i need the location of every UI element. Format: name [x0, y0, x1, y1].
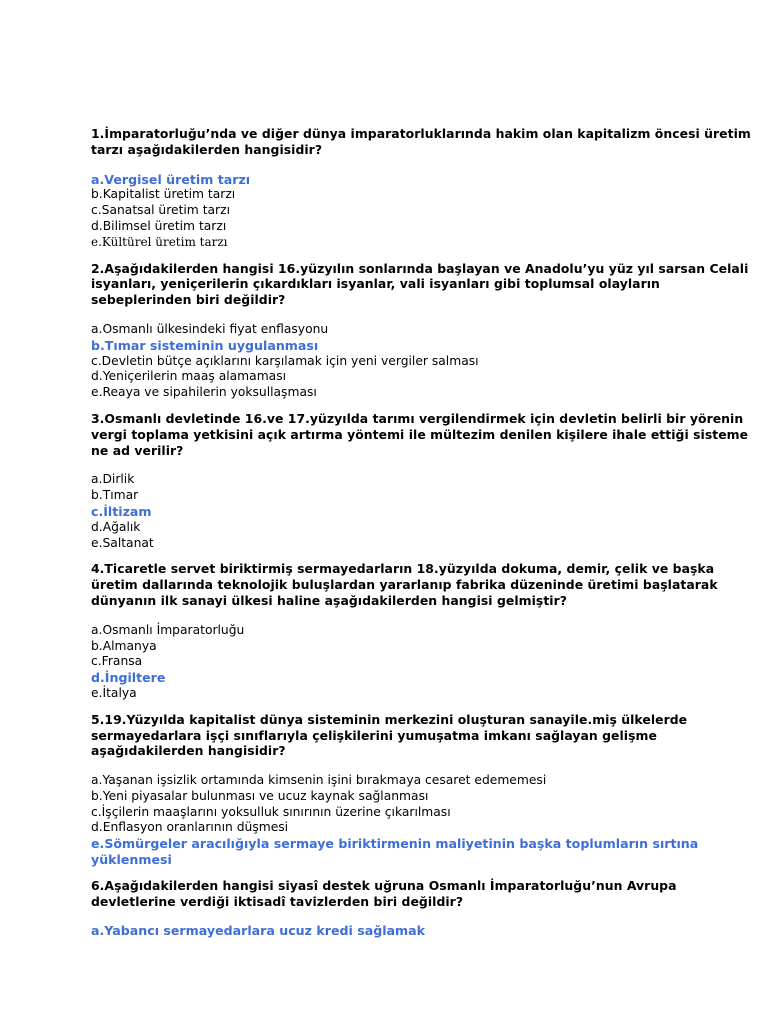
answer-option: d.Enflasyon oranlarının düşmesi — [91, 820, 289, 835]
answer-options — [91, 172, 751, 251]
document-page — [91, 126, 751, 939]
answer-option: b.Kapitalist üretim tarzı — [91, 187, 236, 202]
answer-option: b.Yeni piyasalar bulunması ve ucuz kaynak sağlanması — [91, 788, 429, 803]
answer-option: a.Yaşanan işsizlik ortamında kimsenin işini bırakmaya cesaret edememesi — [91, 773, 547, 788]
correct-answer: a.Yabancı sermayedarlara ucuz kredi sağlamak — [91, 923, 426, 939]
correct-answer: c.İltizam — [91, 503, 152, 519]
answer-option: a.Dirlik — [91, 472, 135, 487]
question-text: 3.Osmanlı devletinde 16.ve 17.yüzyılda tarımı vergilendirmek için devletin belirli bir yörenin vergi toplama yetkisini açık artırma yöntemi ile mültezim denilen kişilere ihale ettiği sisteme ne ad verilir? — [91, 410, 749, 458]
answer-option: e.İtalya — [91, 685, 137, 700]
question-text: 1.İmparatorluğu’nda ve diğer dünya imparatorluklarında hakim olan kapitalizm öncesi üretim tarzı aşağıdakilerden hangisidir? — [91, 126, 751, 157]
answer-option: a.Osmanlı ülkesindeki fiyat enflasyonu — [91, 321, 329, 336]
answer-option: d.Yeniçerilerin maaş alamaması — [91, 369, 287, 384]
answer-options — [91, 322, 751, 401]
correct-answer: d.İngiltere — [91, 670, 166, 686]
answer-option: d.Ağalık — [91, 519, 141, 534]
question-text: 6.Aşağıdakilerden hangisi siyasî destek uğruna Osmanlı İmparatorluğu’nun Avrupa devletlerine verdiği iktisadî tavizlerden biri değildir? — [91, 877, 677, 909]
answer-option: a.Osmanlı İmparatorluğu — [91, 622, 245, 637]
answer-options — [91, 472, 751, 551]
answer-option: c.Sanatsal üretim tarzı — [91, 203, 230, 218]
answer-option: e.Kültürel üretim tarzı — [91, 234, 228, 249]
correct-answer: a.Vergisel üretim tarzı — [91, 171, 251, 187]
answer-option: c.İşçilerin maaşlarını yoksulluk sınırının üzerine çıkarılması — [91, 804, 451, 819]
answer-options — [91, 923, 751, 939]
question-3 — [91, 411, 751, 551]
answer-option: d.Bilimsel üretim tarzı — [91, 218, 227, 233]
question-text: 4.Ticaretle servet biriktirmiş sermayedarların 18.yüzyılda dokuma, demir, çelik ve başka üretim dallarında teknolojik buluşlardan yararlanıp fabrika düzeninde üretimi başlatarak dünyanın ilk sanayi ülkesi haline aşağıdakilerden hangisi gelmiştir? — [91, 561, 718, 608]
question-6 — [91, 878, 751, 939]
answer-option: b.Almanya — [91, 638, 157, 653]
question-5 — [91, 712, 751, 868]
answer-options — [91, 773, 751, 868]
question-text: 5.19.Yüzyılda kapitalist dünya sisteminin merkezini oluşturan sanayile.miş ülkelerde sermayedarlara işçi sınıflarıyla çelişkilerini yumuşatma imkanı sağlayan gelişme aşağıdakilerden hangisidir? — [91, 711, 688, 759]
correct-answer: b.Tımar sisteminin uygulanması — [91, 337, 319, 353]
answer-option: c.Devletin bütçe açıklarını karşılamak için yeni vergiler salması — [91, 353, 479, 368]
question-1 — [91, 126, 751, 251]
answer-option: b.Tımar — [91, 488, 139, 503]
answer-option: e.Reaya ve sipahilerin yoksullaşması — [91, 385, 317, 400]
correct-answer: e.Sömürgeler aracılığıyla sermaye biriktirmenin maliyetinin başka toplumların sırtına yüklenmesi — [91, 836, 699, 868]
question-4 — [91, 561, 751, 701]
answer-option: e.Saltanat — [91, 535, 154, 550]
answer-option: c.Fransa — [91, 654, 143, 669]
question-text: 2.Aşağıdakilerden hangisi 16.yüzyılın sonlarında başlayan ve Anadolu’yu yüz yıl sarsan Celali isyanları, yeniçerilerin çıkardıkları isyanlar, vali isyanları gibi toplumsal olayların sebeplerinden biri değildir? — [91, 260, 749, 308]
answer-options — [91, 623, 751, 702]
question-2 — [91, 261, 751, 401]
